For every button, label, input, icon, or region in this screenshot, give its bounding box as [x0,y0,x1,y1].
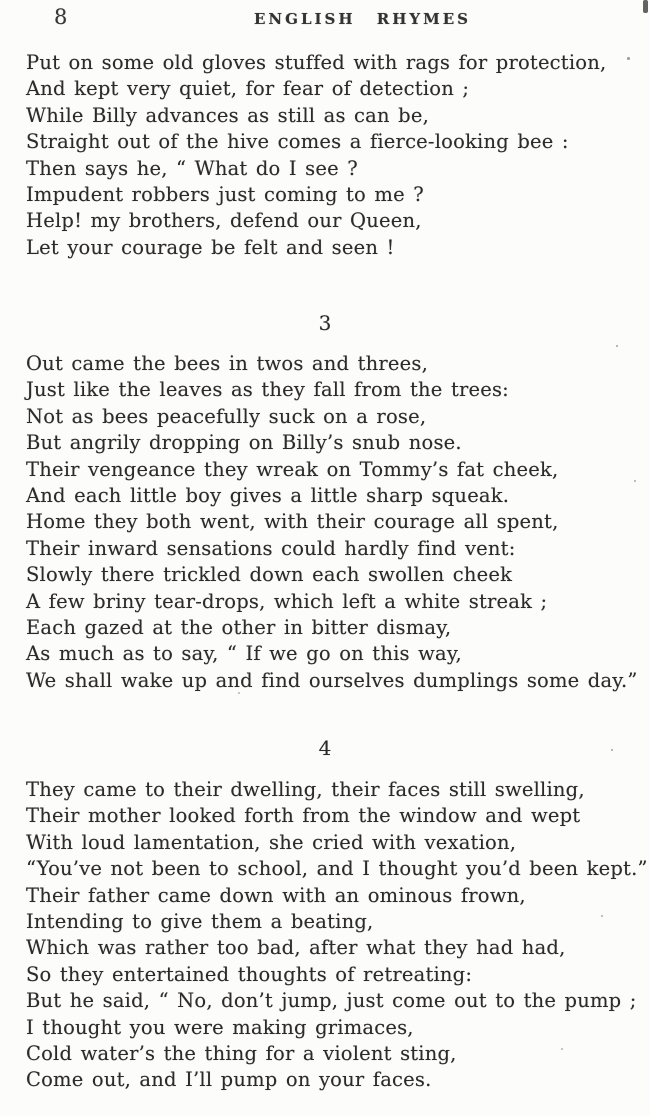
poem-line: Intending to give them a beating, [26,909,374,933]
poem-line: Impudent robbers just coming to me ? [26,182,424,206]
poem-line: Which was rather too bad, after what they had had, [26,936,566,960]
poem-line: With loud lamentation, she cried with vexation, [26,830,517,854]
poem-line: So they entertained thoughts of retreating: [26,962,473,986]
poem-line: Their vengeance they wreak on Tommy’s fat cheek, [26,457,559,481]
poem-line: They came to their dwelling, their faces still swelling, [26,778,585,801]
poem-line: Straight out of the hive comes a fierce-looking bee : [26,130,569,154]
poem-line: And each little boy gives a little sharp squeak. [26,483,510,507]
scan-speck [601,915,603,917]
poem-line: Put on some old gloves stuffed with rags for protection, [26,51,607,74]
poem-line: “You’ve not been to school, and I thought you’d been kept.” [26,857,648,881]
poem-line: I thought you were making grimaces, [26,1015,414,1039]
scan-speck [611,749,613,751]
poem-line: Just like the leaves as they fall from the trees: [26,378,509,402]
poem-line: Slowly there trickled down each swollen cheek [26,563,513,587]
poem-line: While Billy advances as still as can be, [26,103,429,127]
stanza-3 [0,351,650,694]
poem-line: We shall wake up and find ourselves dumplings some day.” [26,668,638,692]
poem-line: As much as to say, “ If we go on this way, [26,642,462,666]
poem-line: Their inward sensations could hardly find vent: [26,536,516,560]
poem-line: Cold water’s the thing for a violent sting, [26,1041,457,1065]
stanza-number-3: 3 [318,311,332,335]
scan-speck [238,692,240,694]
scan-speck [616,345,618,347]
poem-line: Out came the bees in twos and threes, [26,352,428,375]
poem-line: Each gazed at the other in bitter dismay, [26,615,452,639]
poem-line: Home they both went, with their courage all spent, [26,510,559,534]
scan-speck [643,0,648,13]
stanza-4 [0,777,650,1094]
stanza-number-4: 4 [318,736,332,760]
scan-speck [627,57,630,60]
poem-line: Not as bees peacefully suck on a rose, [26,404,427,428]
running-header-title: ENGLISH RHYMES [254,10,471,28]
poem-line: Then says he, “ What do I see ? [26,156,358,180]
page-number: 8 [54,5,68,29]
poem-line: Come out, and I’ll pump on your faces. [26,1068,432,1092]
poem-line: Their father came down with an ominous frown, [26,883,526,907]
poem-line: Their mother looked forth from the window and wept [26,804,581,828]
poem-line: But he said, “ No, don’t jump, just come out to the pump ; [26,989,637,1013]
poem-line: Let your courage be felt and seen ! [26,235,395,259]
stanza-continuation [0,50,650,261]
scan-speck [561,1048,563,1050]
poem-line: A few briny tear-drops, which left a white streak ; [26,589,548,613]
scan-speck [634,480,636,482]
poem-line: Help! my brothers, defend our Queen, [26,209,422,233]
running-header [0,4,650,36]
poem-line: And kept very quiet, for fear of detection ; [26,77,470,101]
poem-line: But angrily dropping on Billy’s snub nose. [26,431,462,455]
